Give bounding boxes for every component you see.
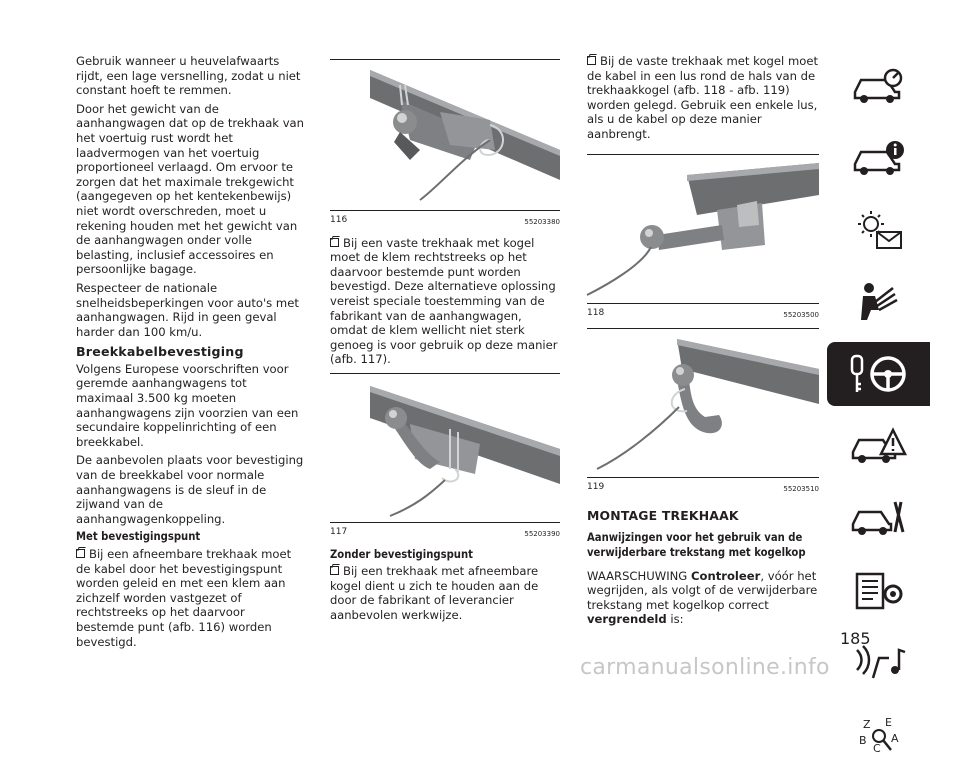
figure-116-illustration <box>330 60 560 210</box>
chapter-tabs <box>827 54 930 774</box>
svg-text:A: A <box>890 732 899 745</box>
subheading-instructions: Aanwijzingen voor het gebruik van de verwijderbare trekstang met kogelkop <box>587 531 806 559</box>
svg-text:B: B <box>858 734 867 747</box>
figure-117-code: 55203390 <box>524 529 560 538</box>
column-3 <box>587 54 819 631</box>
figure-119-number: 119 <box>587 482 605 493</box>
figure-116-code: 55203380 <box>524 218 560 226</box>
tab-maintenance[interactable] <box>827 486 930 550</box>
tab-starting-driving[interactable] <box>827 342 930 406</box>
paragraph-fixed-hook-clamp: Bij een vaste trekhaak met kogel moet de klem rechtstreeks op het daarvoor bestemde punt worden bevestigd. Deze alternatieve oplossing vereist speciale toestemming van de fabrikant van de aanhangwagen, omdat de klem wellicht niet sterk genoeg is voor gebruik op deze manier (afb. 117). <box>330 235 558 367</box>
paragraph-speed-limits: Respecteer de nationale snelheidsbeperkingen voor auto's met aanhangwagen. Rijd in geen geval harder dan 100 km/u. <box>76 280 299 339</box>
figure-118-illustration <box>587 155 819 303</box>
paragraph-trailer-weight: Door het gewicht van de aanhangwagen dat op de trekhaak van het voertuig rust wordt het laadvermogen van het voertuig proportioneel verlaagd. Om ervoor te zorgen dat het maximale trekgewicht (aangegeven op het kentekenbewijs) niet wordt overschreden, moet u rekening houden met het gewicht van de aanhangwagen onder volle belasting, inclusief accessoires en persoonlijke bagage. <box>76 101 305 277</box>
figure-118 <box>587 154 819 304</box>
paragraph-eu-regulations: Volgens Europese voorschriften voor geremde aanhangwagens tot maximaal 3.500 kg moeten aanhangwagens zijn voorzien van een secundaire koppelinrichting of een breekkabel. <box>76 361 299 449</box>
figure-116 <box>330 59 560 211</box>
figure-117 <box>330 373 560 523</box>
page-number: 185 <box>840 629 871 648</box>
figure-118-number: 118 <box>587 307 605 318</box>
checkmark-box-icon <box>587 56 596 65</box>
figure-119-caption <box>587 480 819 497</box>
airbag-safety-icon <box>849 280 909 324</box>
car-maintenance-icon <box>849 496 909 540</box>
warning-label: WAARSCHUWING <box>587 568 688 583</box>
figure-119 <box>587 328 819 478</box>
paragraph-detachable-ball: Bij een trekhaak met afneembare kogel dient u zich te houden aan de door de fabrikant of leverancier aanbevolen werkwijze. <box>330 564 539 622</box>
figure-117-caption <box>330 525 560 542</box>
tab-safety[interactable] <box>827 270 930 334</box>
svg-text:C: C <box>872 742 881 755</box>
subheading-without-attachment-point: Zonder bevestigingspunt <box>330 547 473 561</box>
watermark: carmanualsonline.info <box>580 655 830 680</box>
figure-118-caption <box>587 306 819 323</box>
checkmark-box-icon <box>330 566 339 575</box>
warning-bold-locked: vergrendeld <box>587 612 667 627</box>
figure-116-number: 116 <box>330 215 348 225</box>
subheading-with-attachment-point: Met bevestigingspunt <box>76 530 201 544</box>
figure-117-illustration <box>330 374 560 522</box>
heading-breakaway-cable: Breekkabelbevestiging <box>76 344 244 360</box>
checkmark-box-icon <box>330 238 339 247</box>
figure-117-number: 117 <box>330 526 348 537</box>
tab-dashboard[interactable] <box>827 54 930 118</box>
key-steering-wheel-icon <box>844 350 914 398</box>
warning-lights-icon <box>849 208 909 252</box>
tab-technical-data[interactable] <box>827 558 930 622</box>
tab-emergency[interactable] <box>827 414 930 478</box>
checkmark-box-icon <box>76 549 85 558</box>
tab-car-info[interactable] <box>827 126 930 190</box>
paragraph-fixed-hook-loop: Bij de vaste trekhaak met kogel moet de kabel in een lus rond de hals van de trekhaakkogel (afb. 118 - afb. 119) worden gelegd. Gebruik een enkele lus, als u de kabel op deze manier aanbrengt. <box>587 54 819 141</box>
figure-119-illustration <box>587 329 819 477</box>
car-info-icon <box>849 138 909 178</box>
figure-118-code: 55203500 <box>783 310 819 319</box>
technical-data-icon <box>849 568 909 612</box>
paragraph-detachable-hook: Bij een afneembare trekhaak moet de kabel door het bevestigingspunt worden geleid en met een klem aan zichzelf worden vastgezet of rechtstreeks op het daarvoor bestemde punt (afb. 116) worden bevestigd. <box>76 547 292 649</box>
tab-index[interactable] <box>827 702 930 766</box>
alphabetical-index-icon <box>849 712 909 756</box>
column-2 <box>330 54 560 627</box>
figure-116-caption <box>330 213 560 230</box>
svg-text:Z: Z <box>862 718 871 731</box>
paragraph-warning: WAARSCHUWING Controleer, vóór het wegrijden, als volgt of de verwijderbare trekstang met kogelkop correct vergrendeld is: <box>587 568 818 627</box>
emergency-car-icon <box>849 424 909 468</box>
figure-119-code: 55203510 <box>783 485 819 494</box>
svg-text:E: E <box>884 716 892 729</box>
car-dashboard-icon <box>849 66 909 106</box>
warning-bold-check: Controleer <box>690 568 761 583</box>
tab-warning-lights[interactable] <box>827 198 930 262</box>
paragraph-downhill: Gebruik wanneer u heuvelafwaarts rijdt, een lage versnelling, zodat u niet constant hoeft te remmen. <box>76 54 301 98</box>
column-1 <box>76 54 304 653</box>
paragraph-recommended-location: De aanbevolen plaats voor bevestiging van de breekkabel voor normale aanhangwagens is de sleuf in de zijwand van de aanhangwagenkoppeling. <box>76 453 304 526</box>
heading-montage-trekhaak: MONTAGE TREKHAAK <box>587 507 739 523</box>
